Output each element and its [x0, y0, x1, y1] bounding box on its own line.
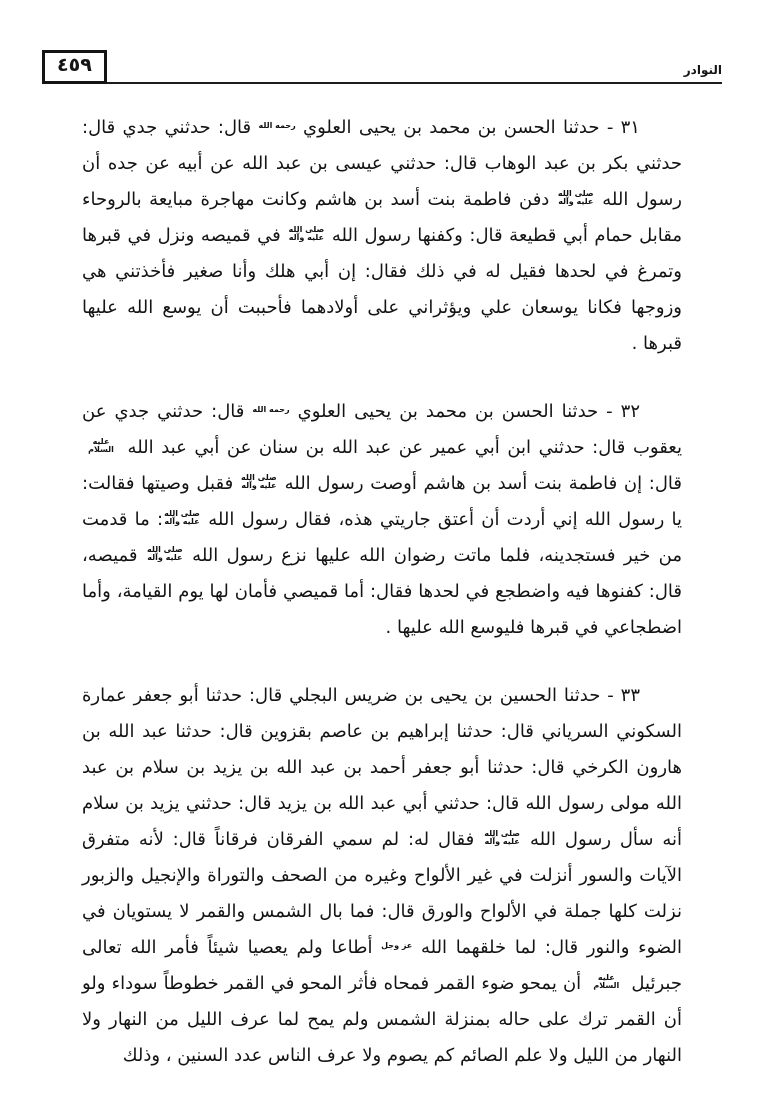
honorific-seal: رحمه الله: [258, 120, 296, 130]
paragraph-text: ٣٢ - حدثنا الحسن بن محمد بن يحيى العلوي: [289, 400, 640, 422]
honorific-seal: صلى الله عليه وآله: [164, 508, 200, 526]
hadith-paragraph: [82, 110, 682, 362]
honorific-seal: صلى الله عليه وآله: [557, 188, 594, 206]
paragraph-text: قميصه، قال: كفنوها فيه واضطجع في لحدها فقال: أما قميصي فأمان لها يوم القيامة، وأما اضطجاعي في قبرها فليوسع الله عليها .: [82, 544, 682, 638]
honorific-seal: صلى الله عليه وآله: [146, 544, 183, 562]
honorific-seal: صلى الله عليه وآله: [241, 472, 277, 490]
honorific-seal: رحمه الله: [252, 404, 290, 414]
honorific-seal: عليه السلام: [593, 972, 620, 990]
hadith-paragraph: [82, 678, 682, 1074]
paragraph-text: قال: حدثني جدي عن يعقوب قال: حدثني ابن أبي عمير عن عبد الله بن سنان عن أبي عبد الله: [82, 400, 682, 458]
page-number: ٤٥٩: [57, 54, 92, 76]
page-header: [42, 50, 722, 84]
paragraph-text: دفن فاطمة بنت أسد بن هاشم وكانت مهاجرة مبايعة بالروحاء مقابل حمام أبي قطيعة قال: وكفنها رسول الله: [82, 188, 683, 246]
honorific-seal: عز وجل: [381, 940, 413, 950]
paragraph-text: فقبل وصيتها فقالت: يا رسول الله إني أردت أن أعتق جاريتي هذه، فقال رسول الله: [82, 472, 682, 530]
paragraph-text: أطاعا ولم يعصيا شيئاً فأمر الله تعالى جبرئيل: [82, 936, 682, 994]
paragraph-text: قال: إن فاطمة بنت أسد بن هاشم أوصت رسول الله: [277, 472, 683, 494]
honorific-seal: صلى الله عليه وآله: [484, 828, 520, 846]
paragraph-text: قال: حدثني جدي قال: حدثني بكر بن عبد الوهاب قال: حدثني عيسى بن عبد الله عن أبيه عن جده أن رسول الله: [82, 116, 682, 210]
hadith-paragraph: [82, 394, 682, 646]
honorific-seal: عليه السلام: [88, 436, 114, 454]
book-title: النوادر: [683, 62, 722, 77]
paragraph-text: : ما قدمت من خير فستجدينه، فلما ماتت رضوان الله عليها نزع رسول الله: [82, 508, 683, 566]
paragraph-text: في قميصه ونزل في قبرها وتمرغ في لحدها فقيل له في ذلك فقال: إن أبي هلك وأنا صغير فأخذتني هي وزوجها فكانا يوسعان علي ويؤثراني على أولادهما فأحببت أن يوسع الله عليها قبرها .: [82, 224, 682, 354]
paragraph-text: فقال له: لم سمي الفرقان فرقاناً قال: لأنه متفرق الآيات والسور أنزلت في غير الألواح وغيره من الصحف والتوراة والإنجيل والزبور نزلت كلها جملة في الألواح والورق قال: فما بال الشمس والقمر لا يستويان في الضوء والنور قال: لما خلقهما الله: [82, 828, 682, 958]
honorific-seal: صلى الله عليه وآله: [288, 224, 325, 242]
paragraph-text: أن يمحو ضوء القمر فمحاه فأثر المحو في القمر خطوطاً سوداء ولو أن القمر ترك على حاله بمنزلة الشمس ولم يمح لما عرف الليل من النهار ولا النهار من الليل ولا علم الصائم كم يصوم ولا عرف الناس عدد السنين ، وذلك: [82, 972, 682, 1066]
paragraph-text: ٣١ - حدثنا الحسن بن محمد بن يحيى العلوي: [295, 116, 640, 138]
text-body: [82, 110, 682, 1074]
paragraph-text: ٣٣ - حدثنا الحسين بن يحيى بن ضريس البجلي قال: حدثنا أبو جعفر عمارة السكوني السرياني قال: حدثنا إبراهيم بن عاصم بقزوين قال: حدثنا عبد الله بن هارون الكرخي قال: حدثنا أبو جعفر أحمد بن عبد الله بن يزيد بن سلام بن عبد الله مولى رسول الله قال: حدثني أبي عبد الله بن يزيد قال: حدثني يزيد بن سلام أنه سأل رسول الله: [82, 684, 682, 850]
page-number-box: [42, 50, 107, 84]
